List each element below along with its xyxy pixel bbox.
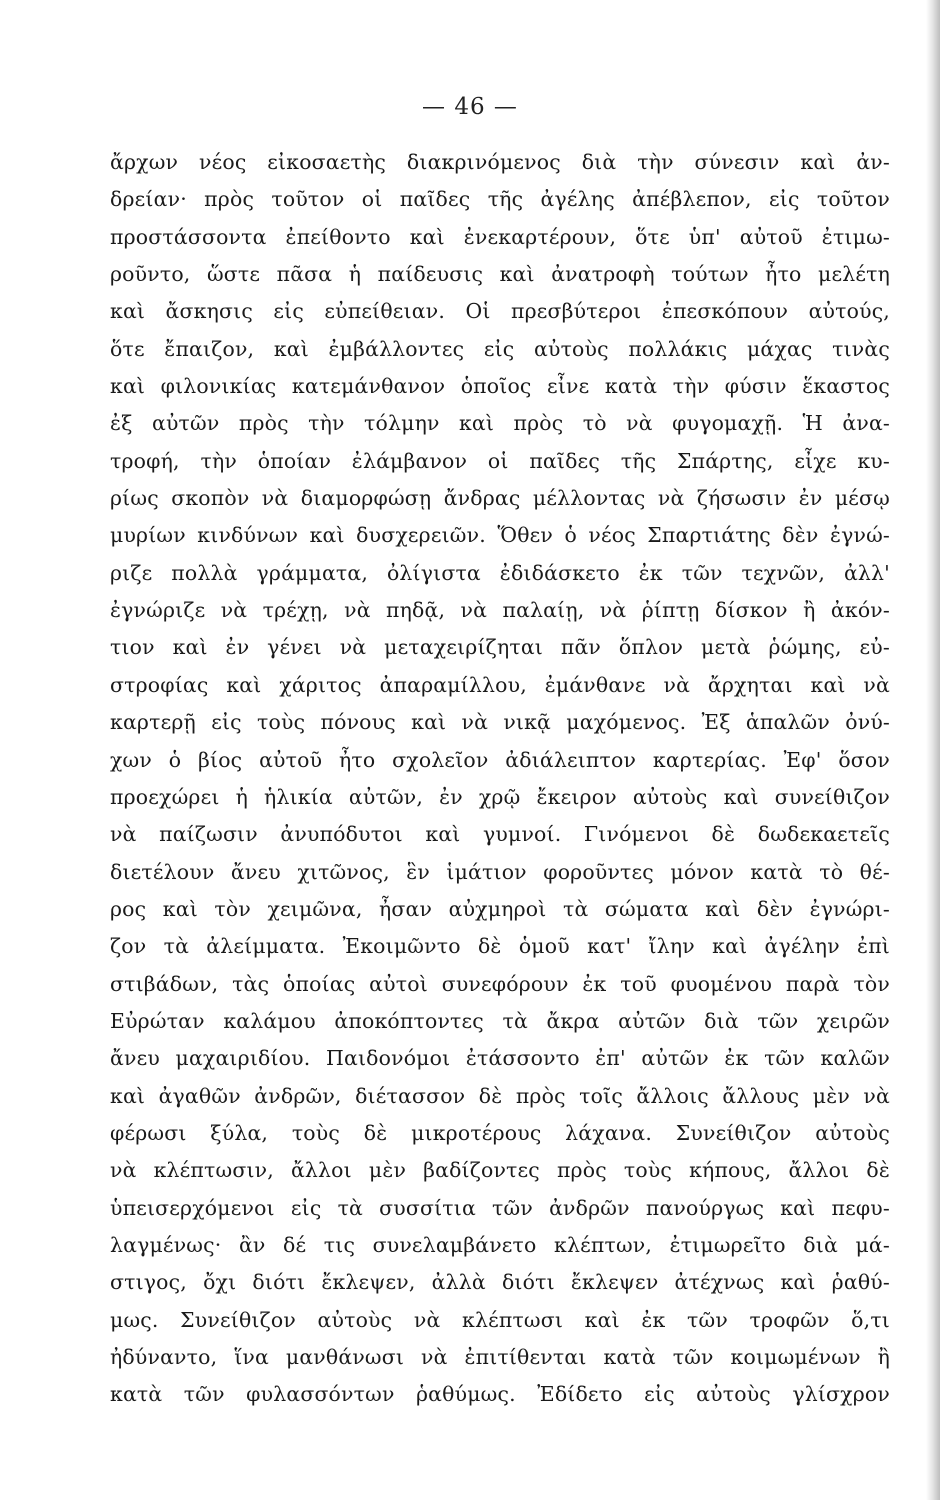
- text-line: προεχώρει ἡ ἡλικία αὐτῶν, ἐν χρῷ ἔκειρον αὐτοὺς καὶ συνείθιζον: [110, 784, 890, 809]
- text-line: λαγμένως· ἂν δέ τις συνελαμβάνετο κλέπτων, ἐτιμωρεῖτο διὰ μά-: [110, 1232, 890, 1257]
- text-line: Εὐρώταν καλάμου ἀποκόπτοντες τὰ ἄκρα αὐτῶν διὰ τῶν χειρῶν: [110, 1008, 890, 1033]
- text-line: ἐγνώριζε νὰ τρέχῃ, νὰ πηδᾷ, νὰ παλαίῃ, νὰ ῥίπτῃ δίσκον ἢ ἀκόν-: [110, 598, 890, 623]
- text-line: καρτερῇ εἰς τοὺς πόνους καὶ νὰ νικᾷ μαχόμενος. Ἐξ ἁπαλῶν ὀνύ-: [110, 710, 890, 735]
- text-line: ροῦντο, ὥστε πᾶσα ἡ παίδευσις καὶ ἀνατροφὴ τούτων ἦτο μελέτη: [110, 262, 890, 287]
- text-line: στροφίας καὶ χάριτος ἀπαραμίλλου, ἐμάνθανε νὰ ἄρχηται καὶ νὰ: [110, 672, 890, 697]
- text-line: τροφή, τὴν ὁποίαν ἐλάμβανον οἱ παῖδες τῆς Σπάρτης, εἶχε κυ-: [110, 448, 890, 473]
- text-line: ὅτε ἔπαιζον, καὶ ἐμβάλλοντες εἰς αὐτοὺς πολλάκις μάχας τινὰς: [110, 336, 890, 361]
- text-line: στιβάδων, τὰς ὁποίας αὐτοὶ συνεφόρουν ἐκ τοῦ φυομένου παρὰ τὸν: [110, 971, 890, 996]
- text-line: στιγος, ὄχι διότι ἔκλεψεν, ἀλλὰ διότι ἔκλεψεν ἀτέχνως καὶ ῥαθύ-: [110, 1270, 890, 1295]
- text-line: καὶ φιλονικίας κατεμάνθανον ὁποῖος εἶνε κατὰ τὴν φύσιν ἕκαστος: [110, 374, 890, 399]
- text-line: προστάσσοντα ἐπείθοντο καὶ ἐνεκαρτέρουν, ὅτε ὑπ' αὐτοῦ ἐτιμω-: [110, 224, 890, 249]
- text-line: ριζε πολλὰ γράμματα, ὀλίγιστα ἐδιδάσκετο ἐκ τῶν τεχνῶν, ἀλλ': [110, 560, 890, 585]
- text-line: χων ὁ βίος αὐτοῦ ἦτο σχολεῖον ἀδιάλειπτον καρτερίας. Ἐφ' ὅσον: [110, 747, 890, 772]
- text-line: ρος καὶ τὸν χειμῶνα, ἦσαν αὐχμηροὶ τὰ σώματα καὶ δὲν ἐγνώρι-: [110, 896, 890, 921]
- text-line: ἠδύναντο, ἵνα μανθάνωσι νὰ ἐπιτίθενται κατὰ τῶν κοιμωμένων ἢ: [110, 1345, 890, 1369]
- text-line: μυρίων κινδύνων καὶ δυσχερειῶν. Ὅθεν ὁ νέος Σπαρτιάτης δὲν ἐγνώ-: [110, 523, 890, 548]
- text-line: καὶ ἀγαθῶν ἀνδρῶν, διέτασσον δὲ πρὸς τοῖς ἄλλοις ἄλλους μὲν νὰ: [110, 1083, 890, 1108]
- body-text: [110, 144, 890, 1414]
- text-line: τιον καὶ ἐν γένει νὰ μεταχειρίζηται πᾶν ὅπλον μετὰ ῥώμης, εὐ-: [110, 635, 890, 660]
- text-line: νὰ παίζωσιν ἀνυπόδυτοι καὶ γυμνοί. Γινόμενοι δὲ δωδεκαετεῖς: [110, 822, 890, 847]
- text-line: ἄρχων νέος εἰκοσαετὴς διακρινόμενος διὰ τὴν σύνεσιν καὶ ἀν-: [110, 150, 890, 174]
- text-line: δρείαν· πρὸς τοῦτον οἱ παῖδες τῆς ἀγέλης ἀπέβλεπον, εἰς τοῦτον: [110, 187, 890, 212]
- text-line: ἐξ αὐτῶν πρὸς τὴν τόλμην καὶ πρὸς τὸ νὰ φυγομαχῇ. Ἡ ἀνα-: [110, 411, 890, 436]
- text-line: ζον τὰ ἀλείμματα. Ἐκοιμῶντο δὲ ὁμοῦ κατ' ἴλην καὶ ἀγέλην ἐπὶ: [110, 934, 890, 959]
- text-line: διετέλουν ἄνευ χιτῶνος, ἓν ἱμάτιον φοροῦντες μόνον κατὰ τὸ θέ-: [110, 859, 890, 884]
- page-edge-shadow: [926, 0, 940, 1500]
- text-line: ρίως σκοπὸν νὰ διαμορφώσῃ ἄνδρας μέλλοντας νὰ ζήσωσιν ἐν μέσῳ: [110, 486, 890, 511]
- text-line: φέρωσι ξύλα, τοὺς δὲ μικροτέρους λάχανα. Συνείθιζον αὐτοὺς: [110, 1120, 890, 1145]
- text-line: μως. Συνείθιζον αὐτοὺς νὰ κλέπτωσι καὶ ἐκ τῶν τροφῶν ὅ,τι: [110, 1307, 890, 1332]
- text-line: κατὰ τῶν φυλασσόντων ῥαθύμως. Ἐδίδετο εἰς αὐτοὺς γλίσχρον: [110, 1382, 890, 1407]
- text-line: ἄνευ μαχαιριδίου. Παιδονόμοι ἐτάσσοντο ἐπ' αὐτῶν ἐκ τῶν καλῶν: [110, 1046, 890, 1071]
- text-line: καὶ ἄσκησις εἰς εὐπείθειαν. Οἱ πρεσβύτεροι ἐπεσκόπουν αὐτούς,: [110, 299, 890, 324]
- text-line: νὰ κλέπτωσιν, ἄλλοι μὲν βαδίζοντες πρὸς τοὺς κήπους, ἄλλοι δὲ: [110, 1158, 890, 1183]
- page-number: — 46 —: [422, 94, 518, 120]
- text-line: ὑπεισερχόμενοι εἰς τὰ συσσίτια τῶν ἀνδρῶν πανούργως καὶ πεφυ-: [110, 1195, 890, 1220]
